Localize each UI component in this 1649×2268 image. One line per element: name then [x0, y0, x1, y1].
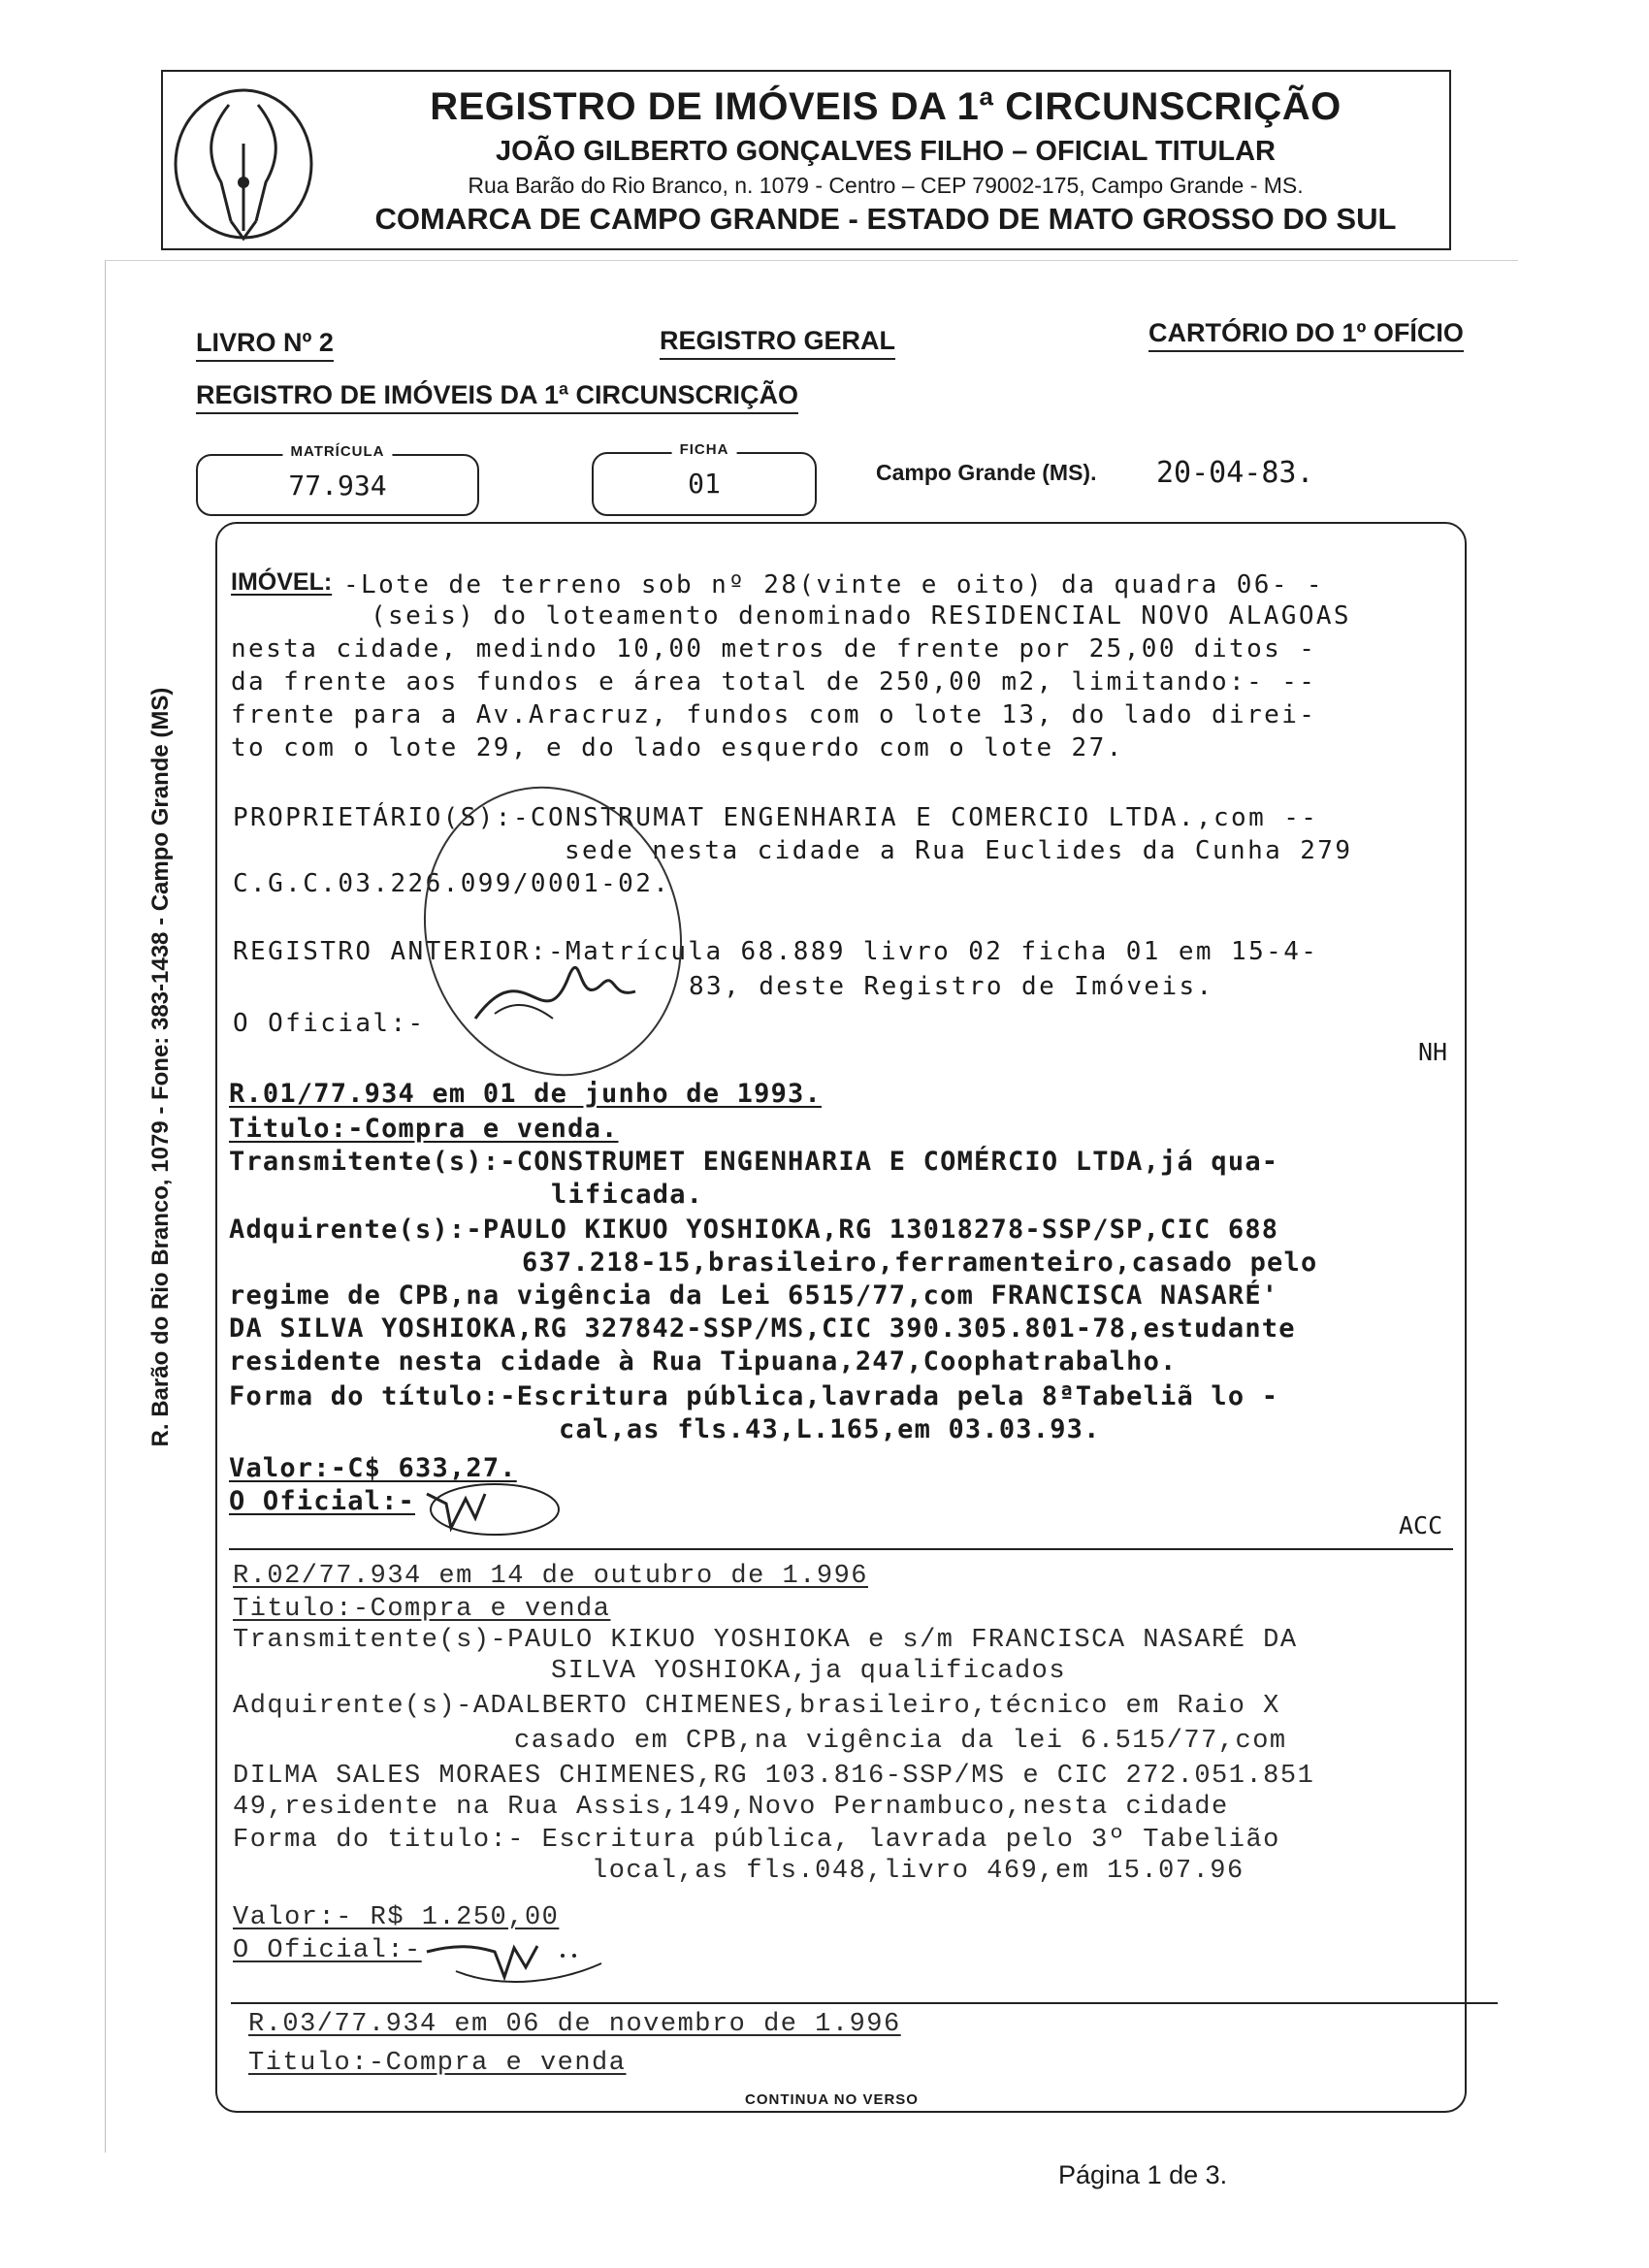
- r01-titulo: Titulo:-Compra e venda.: [229, 1114, 619, 1144]
- r02-valor: Valor:- R$ 1.250,00: [233, 1903, 560, 1932]
- side-address-text: R. Barão do Rio Branco, 1079 - Fone: 383-1438 - Campo Grande (MS): [147, 687, 174, 1447]
- continua-no-verso: CONTINUA NO VERSO: [735, 2091, 928, 2108]
- city-label: Campo Grande (MS).: [876, 460, 1097, 485]
- registro-anterior-line: REGISTRO ANTERIOR:-Matrícula 68.889 livro 02 ficha 01 em 15-4-: [233, 937, 1319, 966]
- clerk-initials: NH: [1418, 1038, 1448, 1066]
- r01-forma-titulo: Forma do título:-Escritura pública,lavrada pela 8ªTabeliã lo -: [229, 1381, 1279, 1411]
- registry-header: [161, 70, 1451, 250]
- r01-adquirente: Adquirente(s):-PAULO KIKUO YOSHIOKA,RG 13018278-SSP/SP,CIC 688: [229, 1215, 1279, 1245]
- matricula-box: [196, 443, 479, 516]
- r02-adquirente-cont: DILMA SALES MORAES CHIMENES,RG 103.816-SSP/MS e CIC 272.051.851: [233, 1762, 1315, 1791]
- office-label: CARTÓRIO DO 1º OFÍCIO: [1148, 318, 1464, 352]
- r01-transmitente-cont: lificada.: [551, 1180, 704, 1210]
- proprietario-line: C.G.C.03.226.099/0001-02.: [233, 869, 671, 898]
- r01-adquirente-cont: residente nesta cidade à Rua Tipuana,247,Coophatrabalho.: [229, 1346, 1178, 1377]
- r02-adquirente-cont: 49,residente na Rua Assis,149,Novo Pernambuco,nesta cidade: [233, 1793, 1229, 1822]
- r01-forma-titulo-cont: cal,as fls.43,L.165,em 03.03.93.: [559, 1414, 1101, 1444]
- register-label: REGISTRO GERAL: [660, 326, 895, 360]
- r01-adquirente-cont: 637.218-15,brasileiro,ferramenteiro,casado pelo: [522, 1247, 1318, 1278]
- signature-icon: [417, 1923, 611, 1991]
- proprietario-line: sede nesta cidade a Rua Euclides da Cunha 279: [565, 836, 1353, 865]
- r03-titulo: Titulo:-Compra e venda: [248, 2049, 627, 2078]
- header-address: Rua Barão do Rio Branco, n. 1079 - Centro – CEP 79002-175, Campo Grande - MS.: [468, 173, 1304, 198]
- header-title: REGISTRO DE IMÓVEIS DA 1ª CIRCUNSCRIÇÃO: [430, 85, 1342, 128]
- proprietario-line: PROPRIETÁRIO(S):-CONSTRUMAT ENGENHARIA E COMERCIO LTDA.,com --: [233, 803, 1319, 832]
- imovel-line: frente para a Av.Aracruz, fundos com o lote 13, do lado direi-: [231, 700, 1317, 729]
- page-number: Página 1 de 3.: [1058, 2160, 1228, 2189]
- imovel-line: da frente aos fundos e área total de 250,00 m2, limitando:- --: [231, 667, 1317, 697]
- entry-divider: [231, 2002, 1498, 2004]
- r01-adquirente-cont: DA SILVA YOSHIOKA,RG 327842-SSP/MS,CIC 390.305.801-78,estudante: [229, 1313, 1296, 1344]
- r02-forma-titulo-cont: local,as fls.048,livro 469,em 15.07.96: [592, 1857, 1245, 1886]
- r01-oficial-label: O Oficial:-: [229, 1486, 416, 1516]
- imovel-line: (seis) do loteamento denominado RESIDENCIAL NOVO ALAGOAS: [371, 601, 1351, 631]
- r02-forma-titulo: Forma do titulo:- Escritura pública, lavrada pelo 3º Tabelião: [233, 1826, 1280, 1855]
- r02-adquirente: Adquirente(s)-ADALBERTO CHIMENES,brasileiro,técnico em Raio X: [233, 1692, 1280, 1721]
- entry-divider: [229, 1548, 1453, 1550]
- r02-heading: R.02/77.934 em 14 de outubro de 1.996: [233, 1562, 868, 1591]
- r02-transmitente-cont: SILVA YOSHIOKA,ja qualificados: [551, 1657, 1067, 1686]
- signature-icon: [407, 1474, 563, 1542]
- seal-stamp-icon: [407, 776, 708, 1086]
- r02-transmitente: Transmitente(s)-PAULO KIKUO YOSHIOKA e s/m FRANCISCA NASARÉ DA: [233, 1626, 1298, 1655]
- imovel-line: -Lote de terreno sob nº 28(vinte e oito) da quadra 06- -: [343, 570, 1324, 599]
- r01-transmitente: Transmitente(s):-CONSTRUMET ENGENHARIA E COMÉRCIO LTDA,já qua-: [229, 1147, 1279, 1177]
- registry-label: REGISTRO DE IMÓVEIS DA 1ª CIRCUNSCRIÇÃO: [196, 380, 798, 414]
- imovel-line: to com o lote 29, e do lado esquerdo com o lote 27.: [231, 733, 1124, 762]
- r01-adquirente-cont: regime de CPB,na vigência da Lei 6515/77,com FRANCISCA NASARÉ': [229, 1280, 1279, 1311]
- clerk-initials: ACC: [1399, 1511, 1443, 1539]
- imovel-line: nesta cidade, medindo 10,00 metros de frente por 25,00 ditos -: [231, 634, 1317, 664]
- ficha-value: 01: [688, 468, 721, 500]
- ficha-box: [592, 441, 817, 516]
- opening-date: 20-04-83.: [1156, 456, 1314, 490]
- oficial-label: O Oficial:-: [233, 1009, 426, 1038]
- r02-titulo: Titulo:-Compra e venda: [233, 1595, 611, 1624]
- r02-adquirente-cont: casado em CPB,na vigência da lei 6.515/77,com: [514, 1727, 1287, 1756]
- r03-heading: R.03/77.934 em 06 de novembro de 1.996: [248, 2010, 901, 2039]
- book-label: LIVRO Nº 2: [196, 328, 334, 362]
- matricula-value: 77.934: [288, 470, 387, 502]
- ficha-label: FICHA: [672, 441, 737, 458]
- r01-valor: Valor:-C$ 633,27.: [229, 1453, 517, 1483]
- registro-anterior-line: 83, deste Registro de Imóveis.: [689, 972, 1214, 1001]
- r02-oficial-label: O Oficial:-: [233, 1936, 422, 1965]
- pen-nib-logo-icon: [171, 85, 316, 243]
- header-county: COMARCA DE CAMPO GRANDE - ESTADO DE MATO GROSSO DO SUL: [374, 202, 1397, 236]
- r01-heading: R.01/77.934 em 01 de junho de 1993.: [229, 1079, 822, 1109]
- header-officer: JOÃO GILBERTO GONÇALVES FILHO – OFICIAL TITULAR: [496, 136, 1276, 167]
- imovel-label: IMÓVEL:: [231, 568, 333, 596]
- matricula-label: MATRÍCULA: [282, 443, 392, 460]
